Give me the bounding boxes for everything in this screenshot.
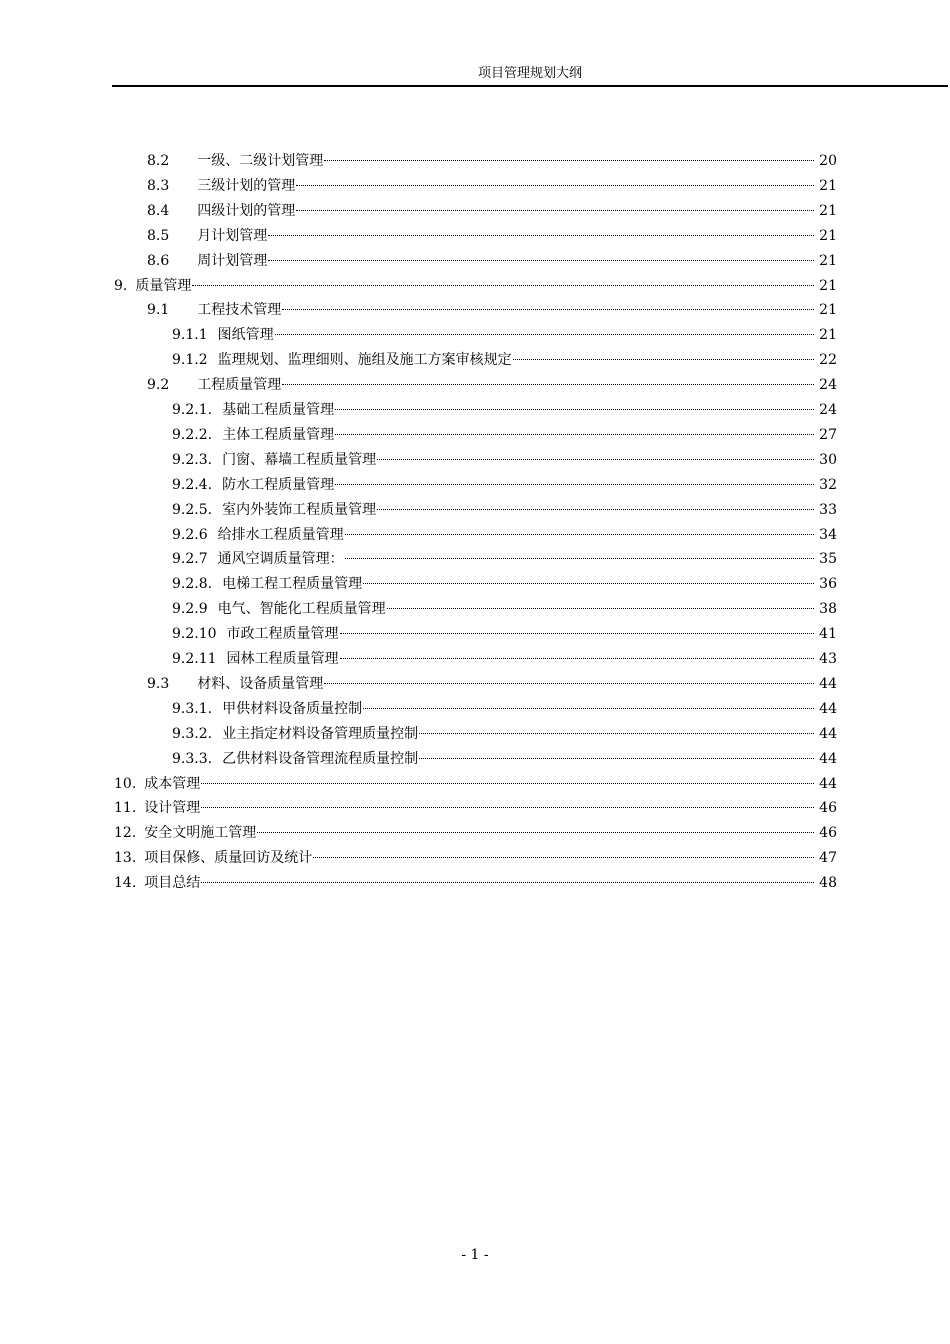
dot-leader xyxy=(282,309,814,310)
toc-entry-number: 9.2.9 xyxy=(172,601,208,618)
toc-entry-number: 9.2.3. xyxy=(172,451,213,468)
toc-entry-number: 9.2.2. xyxy=(172,426,213,443)
toc-entry-number: 8.5 xyxy=(147,227,170,244)
toc-entry[interactable] xyxy=(147,672,837,696)
toc-entry-page: 21 xyxy=(819,227,837,244)
dot-leader xyxy=(387,608,814,609)
dot-leader xyxy=(268,235,814,236)
toc-entry-title: 四级计划的管理 xyxy=(197,202,296,219)
dot-leader xyxy=(335,484,814,485)
toc-entry-page: 36 xyxy=(819,576,837,593)
toc-entry-page: 21 xyxy=(819,202,837,219)
header-rule xyxy=(112,85,948,87)
toc-entry-title: 室内外装饰工程质量管理 xyxy=(222,501,377,518)
dot-leader xyxy=(345,534,814,535)
toc-entry-page: 43 xyxy=(819,651,837,667)
toc-entry-page: 22 xyxy=(819,352,837,369)
toc-entry-number: 9.1 xyxy=(147,302,170,319)
toc-entry-page: 44 xyxy=(819,700,837,717)
dot-leader xyxy=(513,359,814,360)
toc-entry-number: 9.2.10 xyxy=(172,626,217,643)
toc-entry-title: 监理规划、监理细则、施组及施工方案审核规定 xyxy=(217,352,512,369)
running-header: 项目管理规划大纲 xyxy=(477,66,582,81)
toc-entry-number: 14. xyxy=(114,875,137,892)
toc-entry-page: 44 xyxy=(819,675,837,692)
toc-entry-number: 9.3.2. xyxy=(172,725,213,742)
toc-entry[interactable] xyxy=(147,249,837,273)
toc-entry-page: 30 xyxy=(819,451,837,468)
toc-entry[interactable] xyxy=(147,174,837,198)
toc-entry-title: 月计划管理 xyxy=(197,227,268,244)
toc-entry-number: 8.6 xyxy=(147,252,170,269)
toc-entry-page: 24 xyxy=(819,377,837,394)
toc-entry-title: 安全文明施工管理 xyxy=(144,825,257,842)
toc-entry-title: 项目总结 xyxy=(144,875,201,892)
toc-entry-number: 8.2 xyxy=(147,153,170,169)
toc-entry-number: 9.2.6 xyxy=(172,526,208,543)
toc-entry-title: 乙供材料设备管理流程质量控制 xyxy=(222,750,419,767)
toc-entry-page: 34 xyxy=(819,526,837,543)
toc-entry-page: 35 xyxy=(819,551,837,568)
toc-entry[interactable] xyxy=(147,149,837,173)
toc-entry-title: 成本管理 xyxy=(144,775,201,792)
toc-entry[interactable] xyxy=(114,772,837,796)
toc-entry[interactable] xyxy=(172,323,837,347)
toc-entry[interactable] xyxy=(147,298,837,322)
dot-leader xyxy=(377,459,814,460)
dot-leader xyxy=(257,832,814,833)
toc-entry-page: 46 xyxy=(819,825,837,842)
toc-entry-number: 9.3 xyxy=(147,675,170,692)
toc-entry-title: 主体工程质量管理 xyxy=(222,426,335,443)
toc-entry-page: 21 xyxy=(819,277,837,294)
toc-entry-page: 48 xyxy=(819,875,837,892)
toc-entry-page: 32 xyxy=(819,476,837,493)
dot-leader xyxy=(296,210,814,211)
toc-entry[interactable] xyxy=(172,697,837,721)
toc-entry[interactable] xyxy=(172,597,837,621)
toc-entry-page: 21 xyxy=(819,252,837,269)
toc-entry-title: 防水工程质量管理 xyxy=(222,476,335,493)
dot-leader xyxy=(192,285,814,286)
toc-entry-number: 12. xyxy=(114,825,137,842)
toc-entry-title: 市政工程质量管理 xyxy=(226,626,339,643)
toc-entry-number: 9.2.4. xyxy=(172,476,213,493)
toc-entry-title: 基础工程质量管理 xyxy=(222,402,335,418)
toc-entry[interactable] xyxy=(172,547,837,571)
toc-entry-title: 周计划管理 xyxy=(197,252,268,269)
dot-leader xyxy=(324,160,814,161)
dot-leader xyxy=(419,733,814,734)
toc-entry-page: 38 xyxy=(819,601,837,618)
toc-entry[interactable] xyxy=(172,523,837,547)
toc-entry-title: 电梯工程工程质量管理 xyxy=(222,576,363,593)
toc-entry[interactable] xyxy=(147,199,837,223)
dot-leader xyxy=(268,260,814,261)
toc-entry-page: 44 xyxy=(819,750,837,767)
toc-entry[interactable] xyxy=(114,846,837,870)
dot-leader xyxy=(201,783,814,784)
toc-entry-number: 9.2.5. xyxy=(172,501,213,518)
toc-entry-page: 46 xyxy=(819,800,837,817)
toc-entry-title: 设计管理 xyxy=(144,800,201,817)
dot-leader xyxy=(296,185,814,186)
toc-entry[interactable] xyxy=(172,473,837,497)
toc-entry-page: 47 xyxy=(819,850,837,867)
toc-entry-page: 20 xyxy=(819,153,837,169)
toc-entry-number: 9. xyxy=(114,277,128,294)
toc-entry-title: 工程技术管理 xyxy=(197,302,282,319)
toc-entry-title: 电气、智能化工程质量管理 xyxy=(217,601,386,618)
toc-entry-number: 13. xyxy=(114,850,137,867)
toc-entry-title: 三级计划的管理 xyxy=(197,177,296,194)
dot-leader xyxy=(324,683,814,684)
toc-entry[interactable] xyxy=(172,423,837,447)
toc-entry[interactable] xyxy=(172,747,837,771)
toc-entry-page: 41 xyxy=(819,626,837,643)
toc-entry-number: 11. xyxy=(114,800,137,817)
toc-entry-page: 24 xyxy=(819,402,837,418)
toc-entry-page: 21 xyxy=(819,177,837,194)
toc-entry-page: 21 xyxy=(819,302,837,319)
toc-entry-number: 9.2.7 xyxy=(172,551,208,568)
page-number: - 1 - xyxy=(461,1247,489,1263)
toc-entry-title: 给排水工程质量管理 xyxy=(217,526,344,543)
dot-leader xyxy=(313,857,814,858)
dot-leader xyxy=(335,409,814,410)
toc-entry[interactable] xyxy=(114,821,837,845)
toc-entry-page: 21 xyxy=(819,327,837,344)
toc-entry-title: 通风空调质量管理： xyxy=(217,551,344,568)
toc-entry-number: 9.3.1. xyxy=(172,700,213,717)
dot-leader xyxy=(275,334,814,335)
toc-entry[interactable] xyxy=(172,348,837,372)
dot-leader xyxy=(201,882,814,883)
toc-entry-title: 园林工程质量管理 xyxy=(226,651,339,667)
toc-entry-page: 33 xyxy=(819,501,837,518)
toc-entry[interactable] xyxy=(172,722,837,746)
dot-leader xyxy=(335,434,814,435)
toc-entry-title: 甲供材料设备质量控制 xyxy=(222,700,363,717)
toc-entry[interactable] xyxy=(147,224,837,248)
toc-entry-title: 质量管理 xyxy=(135,277,192,294)
dot-leader xyxy=(377,509,814,510)
toc-entry-title: 一级、二级计划管理 xyxy=(197,153,324,169)
toc-entry[interactable] xyxy=(172,572,837,596)
toc-entry[interactable] xyxy=(114,274,837,298)
toc-entry-page: 27 xyxy=(819,426,837,443)
toc-entry-number: 8.3 xyxy=(147,177,170,194)
toc-entry-number: 9.1.2 xyxy=(172,352,208,369)
toc-entry-number: 9.2.1. xyxy=(172,402,213,418)
toc-entry-number: 9.1.1 xyxy=(172,327,208,344)
toc-entry[interactable] xyxy=(114,796,837,820)
dot-leader xyxy=(340,633,814,634)
dot-leader xyxy=(363,583,814,584)
toc-entry[interactable] xyxy=(172,622,837,646)
toc-entry-number: 8.4 xyxy=(147,202,170,219)
dot-leader xyxy=(419,758,814,759)
toc-entry-page: 44 xyxy=(819,775,837,792)
toc-entry[interactable] xyxy=(147,373,837,397)
toc-entry[interactable] xyxy=(172,647,837,671)
toc-entry-title: 业主指定材料设备管理质量控制 xyxy=(222,725,419,742)
toc-entry-number: 9.2.11 xyxy=(172,651,217,667)
toc-entry-title: 门窗、幕墙工程质量管理 xyxy=(222,451,377,468)
dot-leader xyxy=(201,807,814,808)
toc-entry[interactable] xyxy=(172,448,837,472)
toc-entry-number: 9.2.8. xyxy=(172,576,213,593)
toc-entry[interactable] xyxy=(172,398,837,422)
toc-entry-number: 9.3.3. xyxy=(172,750,213,767)
toc-entry-title: 项目保修、质量回访及统计 xyxy=(144,850,313,867)
toc-entry-title: 工程质量管理 xyxy=(197,377,282,394)
toc-entry-title: 图纸管理 xyxy=(217,327,274,344)
toc-entry-page: 44 xyxy=(819,725,837,742)
toc-entry[interactable] xyxy=(114,871,837,895)
dot-leader xyxy=(363,708,814,709)
dot-leader xyxy=(340,658,814,659)
dot-leader xyxy=(282,384,814,385)
toc-entry-title: 材料、设备质量管理 xyxy=(197,675,324,692)
toc-entry[interactable] xyxy=(172,498,837,522)
toc-entry-number: 9.2 xyxy=(147,377,170,394)
dot-leader xyxy=(345,558,814,559)
toc-entry-number: 10. xyxy=(114,775,137,792)
